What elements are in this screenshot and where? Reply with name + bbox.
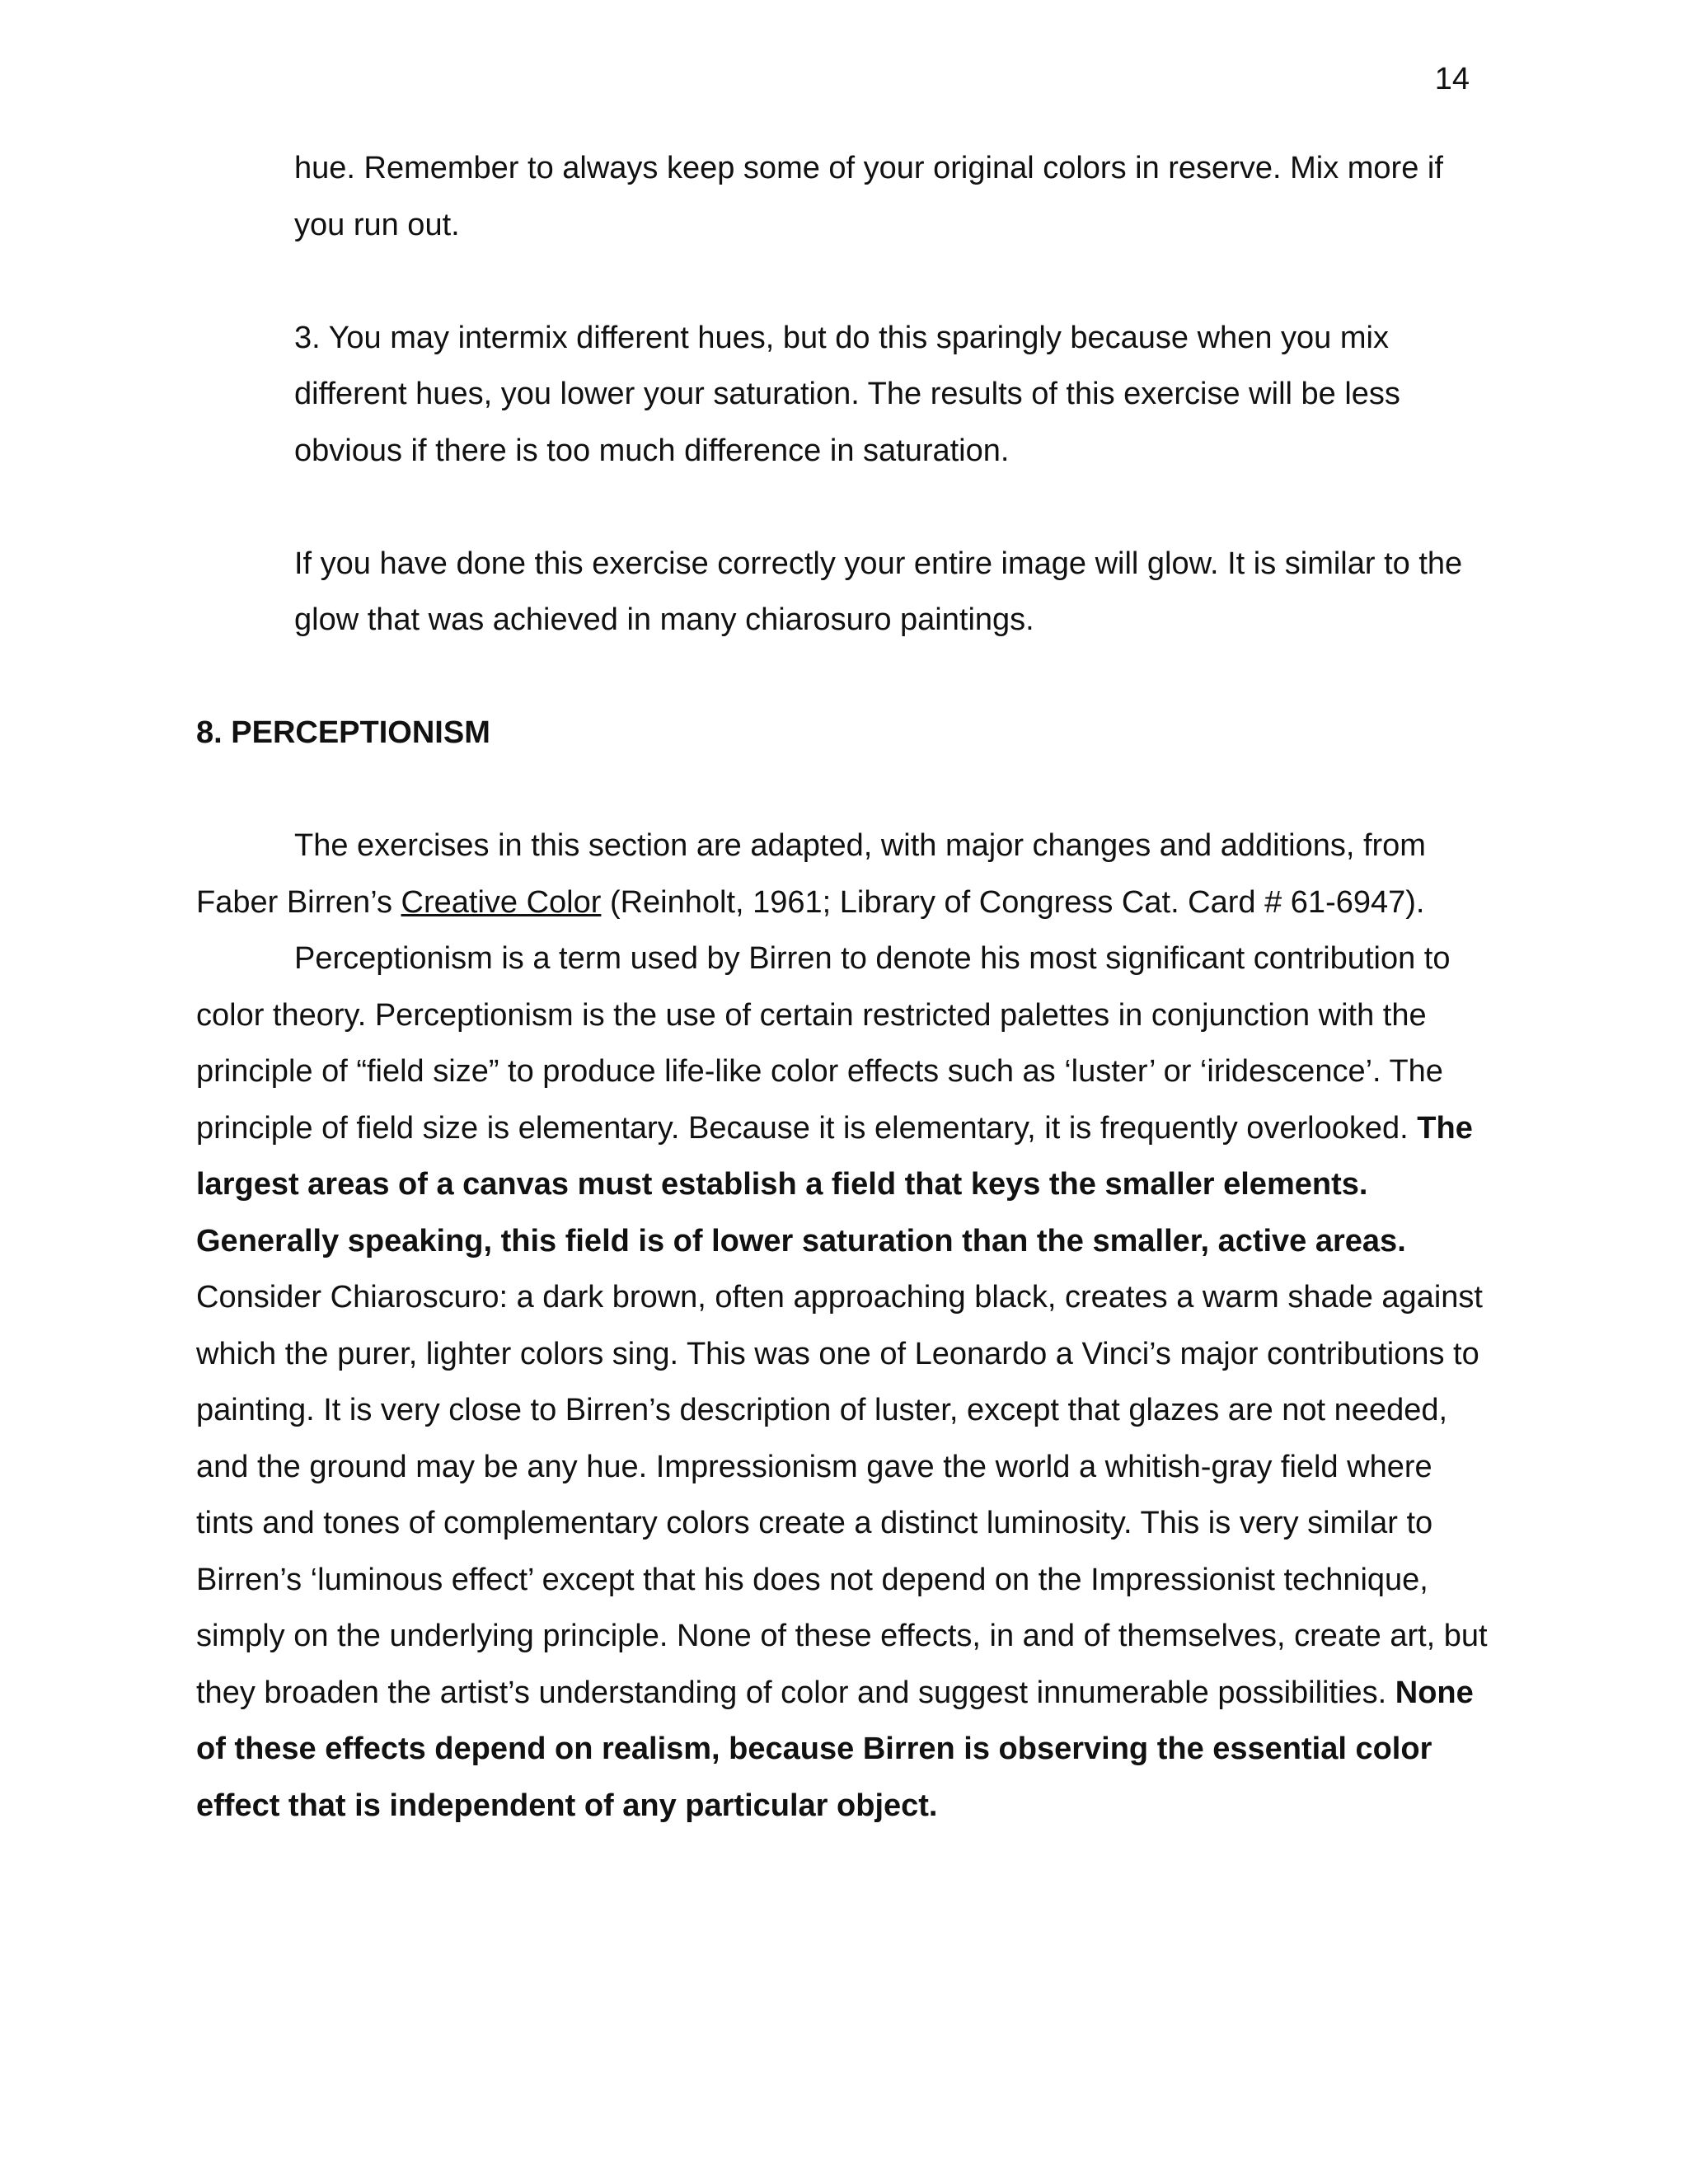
- perceptionism-text-1: Perceptionism is a term used by Birren to denote his most significant contribution to color theory. Perceptionism is the use of certain restricted palettes in conjunction with the principle of “field size” to produce life-like color effects such as ‘luster’ or ‘iridescence’. The principle of field size is elementary. Because it is elementary, it is frequently overlooked.: [196, 941, 1451, 1146]
- indented-block: [294, 140, 1490, 649]
- realism-emphasis: None of these effects depend on realism, because Birren is observing the essential color effect that is independent of any particular object.: [196, 1675, 1474, 1823]
- section-heading: 8. PERCEPTIONISM: [196, 715, 490, 750]
- perceptionism-text-2: Consider Chiaroscuro: a dark brown, often approaching black, creates a warm shade against which the purer, lighter colors sing. This was one of Leonardo a Vinci’s major contributions to painting. It is very close to Birren’s description of luster, except that glazes are not needed, and the ground may be any hue. Impressionism gave the world a whitish-gray field where tints and tones of complementary colors create a distinct luminosity. This is very similar to Birren’s ‘luminous effect’ except that his does not depend on the Impressionist technique, simply on the underlying principle. None of these effects, in and of themselves, create art, but they broaden the artist’s understanding of color and suggest innumerable possibilities.: [196, 1280, 1488, 1710]
- intro-text-after: (Reinholt, 1961; Library of Congress Cat. Card # 61-6947).: [601, 884, 1425, 920]
- glow-paragraph: If you have done this exercise correctly your entire image will glow. It is similar to the glow that was achieved in many chiarosuro paintings.: [294, 546, 1463, 637]
- intro-text-before: The exercises in this section are adapted, with major changes and additions, from Faber Birren’s: [196, 828, 1426, 920]
- perceptionism-paragraph: [196, 930, 1490, 1834]
- continuation-paragraph: hue. Remember to always keep some of your original colors in reserve. Mix more if you run out.: [294, 151, 1443, 242]
- page-body: [196, 140, 1490, 1834]
- field-size-emphasis: The largest areas of a canvas must establish a field that keys the smaller elements. Generally speaking, this field is of lower saturation than the smaller, active areas.: [196, 1110, 1473, 1258]
- step-3-paragraph: 3. You may intermix different hues, but do this sparingly because when you mix different hues, you lower your saturation. The results of this exercise will be less obvious if there is too much difference in saturation.: [294, 320, 1400, 468]
- book-title: Creative Color: [401, 884, 602, 920]
- page-number: 14: [1434, 62, 1470, 96]
- intro-paragraph: [196, 818, 1490, 930]
